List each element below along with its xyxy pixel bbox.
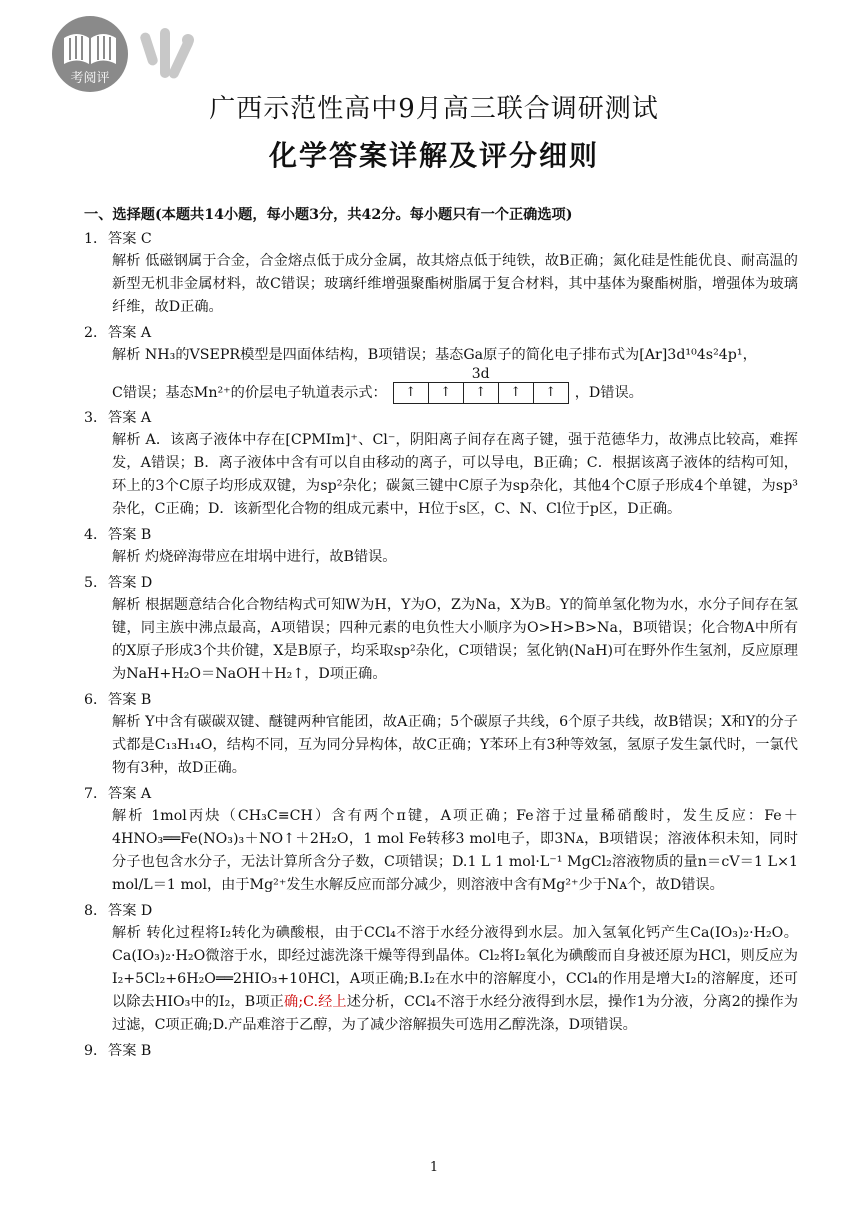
question-7 <box>84 783 798 897</box>
explanation: 解析 灼烧碎海带应在坩埚中进行，故B错误。 <box>112 549 397 565</box>
highlighted-text: 确;C.经上 <box>284 994 347 1010</box>
orbital-box: ↑ <box>545 385 557 400</box>
question-1 <box>84 228 798 319</box>
question-number: 1． <box>84 231 108 247</box>
explanation: 解析 1mol丙炔（CH₃C≡CH）含有两个π键，A项正确；Fe溶于过量稀硝酸时，发生反应：Fe＋4HNO₃══Fe(NO₃)₃＋NO↑＋2H₂O，1 mol Fe转移3 mol电子，即3Nᴀ，B项错误；溶液体积未知，同时分子也包含水分子，无法计算所含分子数，C项错误；D.1 L 1 mol·L⁻¹ MgCl₂溶液物质的量n＝cV＝1 L×1 mol/L＝1 mol，由于Mg²⁺发生水解反应而部分减少，则溶液中含有Mg²⁺少于Nᴀ个，故D错误。 <box>112 808 798 893</box>
question-number: 4． <box>84 527 108 543</box>
answer-line: 答案 B <box>108 1043 152 1059</box>
question-number: 3． <box>84 410 108 426</box>
question-4 <box>84 524 798 569</box>
page-subtitle: 化学答案详解及评分细则 <box>268 139 599 172</box>
answer-line: 答案 B <box>108 692 152 708</box>
question-2 <box>84 322 798 404</box>
question-6 <box>84 689 798 780</box>
question-number: 8． <box>84 903 108 919</box>
question-5 <box>84 572 798 686</box>
answer-line: 答案 A <box>108 786 152 802</box>
orbital-box: ↑ <box>429 383 464 403</box>
page-number: 1 <box>429 1160 439 1175</box>
explanation: 解析 Y中含有碳碳双键、醚键两种官能团，故A正确；5个碳原子共线，6个原子共线，故B错误；X和Y的分子式都是C₁₃H₁₄O，结构不同，互为同分异构体，故C正确；Y苯环上有3种等效氢，氢原子发生氯代时，一氯代物有3种，故D正确。 <box>112 714 798 776</box>
answer-line: 答案 D <box>108 903 153 919</box>
question-8 <box>84 900 798 1037</box>
orbital-box: ↑ <box>499 383 534 403</box>
explanation: 解析 A．该离子液体中存在[CPMIm]⁺、Cl⁻，阴阳离子间存在离子键，强于范德华力，故沸点比较高，难挥发，A错误；B．离子液体中含有可以自由移动的离子，可以导电，B正确；C．根据该离子液体的结构可知，环上的3个C原子均形成双键，为sp²杂化；碳氮三键中C原子为sp杂化，其他4个C原子形成4个单键，为sp³杂化，C正确；D．该新型化合物的组成元素中，H位于s区，C、N、Cl位于p区，D正确。 <box>112 432 798 517</box>
answer-line: 答案 B <box>108 527 152 543</box>
explanation: 解析 根据题意结合化合物结构式可知W为H，Y为O，Z为Na，X为B。Y的简单氢化物为水，水分子间存在氢键，同主族中沸点最高，A项错误；四种元素的电负性大小顺序为O>H>B>Na，B项错误；化合物A中所有的X原子形成3个共价键，X是B原子，均采取sp²杂化，C项错误；氢化钠(NaH)可在野外作生氢剂，反应原理为NaH+H₂O＝NaOH＋H₂↑，D项正确。 <box>112 597 798 682</box>
explanation <box>112 922 798 1037</box>
explanation-text-end: 述分析，CCl₄不溶于水经分液得到水层，操作1为分液，分离2的操作为过滤，C项正确;D.产品难溶于乙醇，为了减少溶解损失可选用乙醇洗涤，D项错误。 <box>112 994 799 1033</box>
question-number: 2． <box>84 325 108 341</box>
section-heading: 一、选择题(本题共14小题，每小题3分，共42分。每小题只有一个正确选项) <box>84 207 573 223</box>
question-number: 6． <box>84 692 108 708</box>
question-number: 9． <box>84 1043 108 1059</box>
explanation: 解析 低磁钢属于合金，合金熔点低于成分金属，故其熔点低于纯铁，故B正确；氮化硅是性能优良、耐高温的新型无机非金属材料，故C错误；玻璃纤维增强聚酯树脂属于复合材料，其中基体为聚酯树脂，增强体为玻璃纤维，故D正确。 <box>112 253 798 315</box>
orbital-diagram <box>393 366 569 404</box>
answer-line: 答案 A <box>108 325 152 341</box>
answer-line: 答案 C <box>108 231 152 247</box>
explanation-continued: C错误；基态Mn²⁺的价层电子轨道表示式： <box>112 385 387 401</box>
explanation-text: 解析 转化过程将I₂转化为碘酸根，由于CCl₄不溶于水经分液得到水层。加入氢氧化钙产生Ca(IO₃)₂·H₂O。Ca(IO₃)₂·H₂O微溶于水，即经过滤洗涤干燥等得到晶体。Cl₂将I₂氧化为碘酸而自身被还原为HCl，则反应为I₂+5Cl₂+6H₂O══2HIO₃+10HCl，A项正确;B.I₂在水中的溶解度小，CCl₄的作用是增大I₂的溶解度，还可以除去HIO₃中的I₂，B项正 <box>112 925 798 1010</box>
orbital-label: 3d <box>471 366 490 382</box>
explanation: 解析 NH₃的VSEPR模型是四面体结构，B项错误；基态Ga原子的简化电子排布式为[Ar]3d¹⁰4s²4p¹， <box>112 347 757 363</box>
question-9 <box>84 1040 798 1062</box>
answer-line: 答案 A <box>108 410 152 426</box>
question-3 <box>84 407 798 521</box>
question-number: 5． <box>84 575 108 591</box>
answer-content <box>84 204 798 1062</box>
answer-line: 答案 D <box>108 575 153 591</box>
page-title: 广西示范性高中9月高三联合调研测试 <box>209 94 659 124</box>
orbital-box: ↑ <box>394 383 429 403</box>
brand-mark-icon <box>138 26 208 90</box>
orbital-box: ↑ <box>464 383 499 403</box>
svg-text:考阅评: 考阅评 <box>70 71 110 86</box>
question-number: 7． <box>84 786 108 802</box>
exam-logo <box>50 14 130 94</box>
explanation-end: ，D错误。 <box>574 385 643 401</box>
